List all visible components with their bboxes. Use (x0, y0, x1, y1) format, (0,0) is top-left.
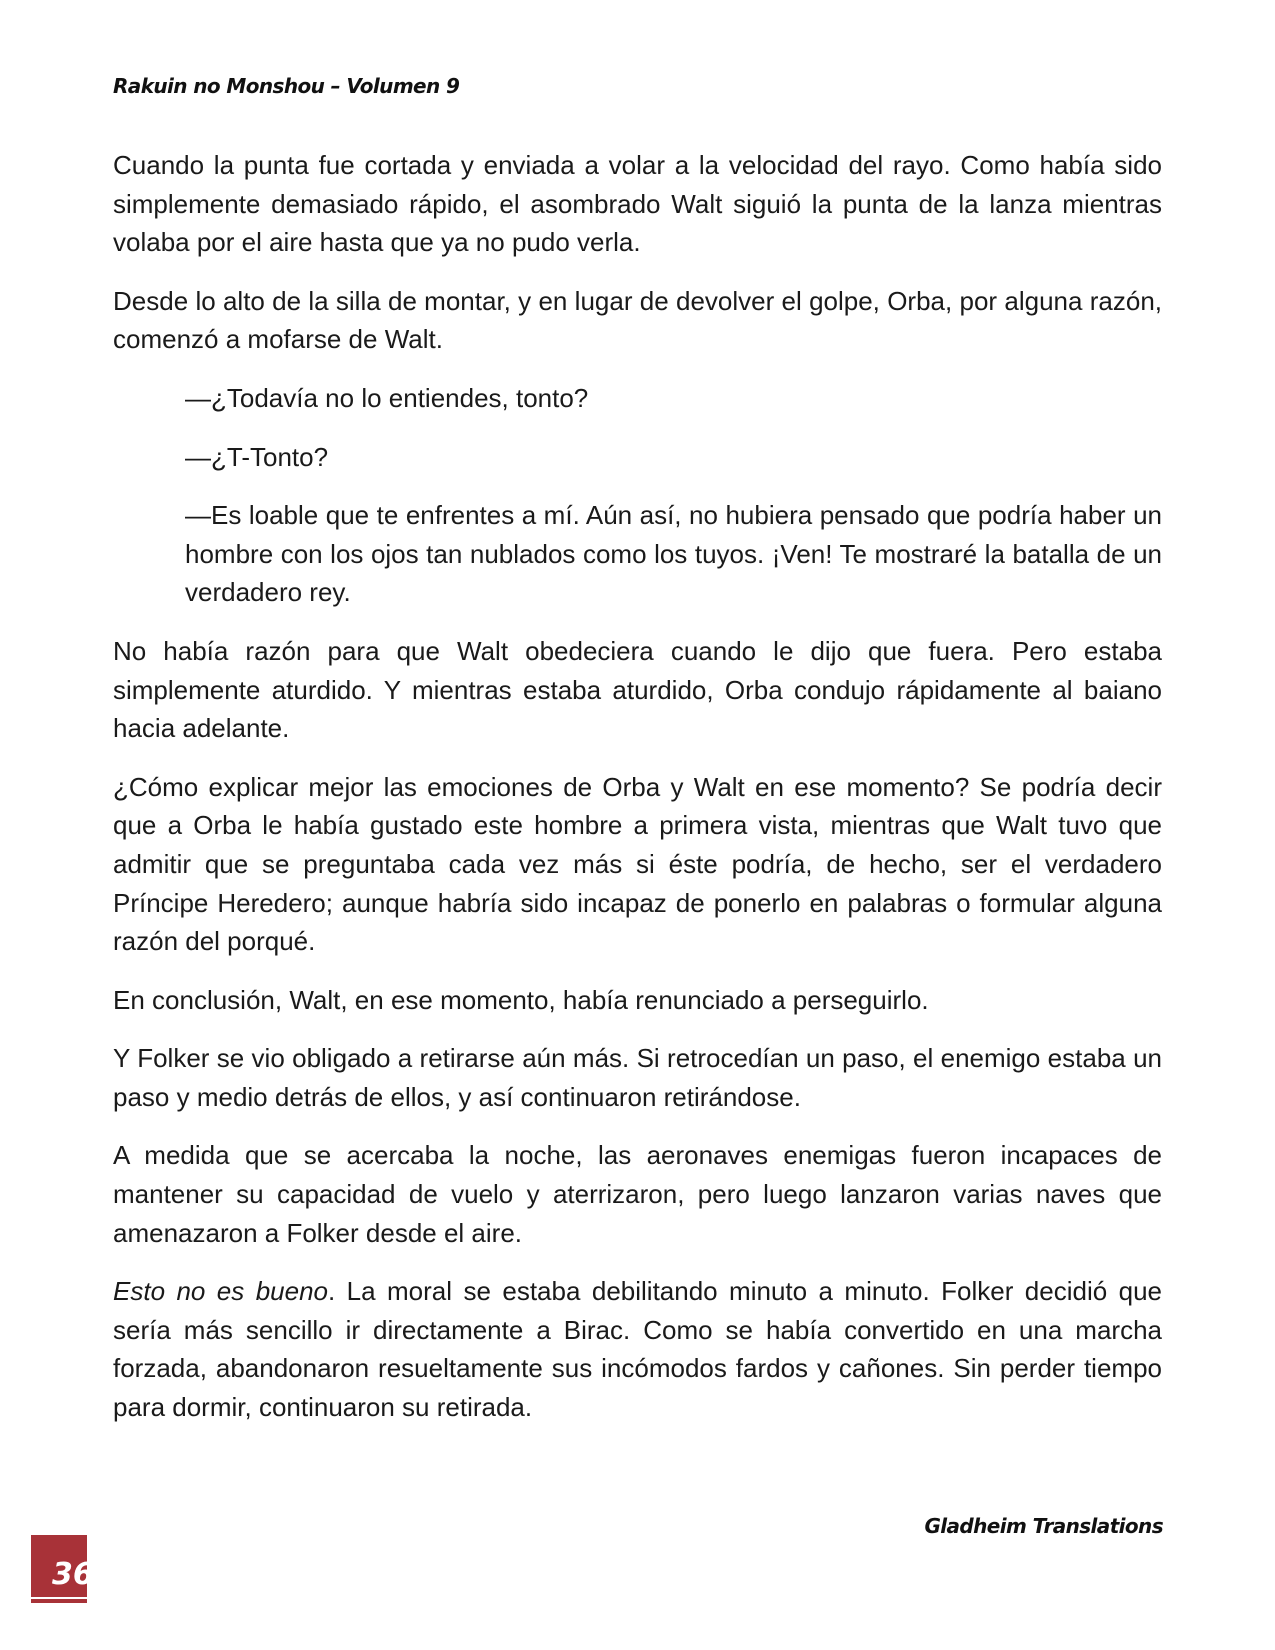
dialogue-line-3: —Es loable que te enfrentes a mí. Aún así, no hubiera pensado que podría haber un hombre con los ojos tan nublados como los tuyos. ¡Ven! Te mostraré la batalla de un verdadero rey. (185, 500, 1162, 608)
paragraph-1: Cuando la punta fue cortada y enviada a volar a la velocidad del rayo. Como había sido simplemente demasiado rápido, el asombrado Walt siguió la punta de la lanza mientras volaba por el aire hasta que ya no pudo verla. (113, 150, 1162, 258)
paragraph-6: Y Folker se vio obligado a retirarse aún más. Si retrocedían un paso, el enemigo estaba un paso y medio detrás de ellos, y así continuaron retirándose. (113, 1043, 1162, 1112)
page-number-rule (31, 1597, 87, 1599)
running-footer-credit: Gladheim Translations (924, 1514, 1163, 1538)
body-text (113, 146, 1162, 1447)
paragraph-4: ¿Cómo explicar mejor las emociones de Orba y Walt en ese momento? Se podría decir que a Orba le había gustado este hombre a primera vista, mientras que Walt tuvo que admitir que se preguntaba cada vez más si éste podría, de hecho, ser el verdadero Príncipe Heredero; aunque habría sido incapaz de ponerlo en palabras o formular alguna razón del porqué. (113, 771, 1162, 957)
paragraph-7: A medida que se acercaba la noche, las aeronaves enemigas fueron incapaces de mantener su capacidad de vuelo y aterrizaron, pero luego lanzaron varias naves que amenazaron a Folker desde el aire. (113, 1140, 1162, 1248)
paragraph-2: Desde lo alto de la silla de montar, y en lugar de devolver el golpe, Orba, por alguna razón, comenzó a mofarse de Walt. (113, 285, 1162, 355)
paragraph-3: No había razón para que Walt obedeciera cuando le dijo que fuera. Pero estaba simplemente aturdido. Y mientras estaba aturdido, Orba condujo rápidamente al baiano hacia adelante. (113, 635, 1162, 744)
paragraph-8 (113, 1272, 1162, 1426)
running-header-title: Rakuin no Monshou – Volumen 9 (113, 74, 460, 98)
paragraph-5: En conclusión, Walt, en ese momento, había renunciado a perseguirlo. (113, 984, 929, 1015)
dialogue-line-1: —¿Todavía no lo entiendes, tonto? (185, 382, 589, 413)
page-number: 36 (52, 1557, 94, 1592)
dialogue-line-2: —¿T-Tonto? (185, 441, 329, 472)
emphasized-thought: Esto no es bueno (113, 1276, 329, 1307)
paragraph-8-text: . La moral se estaba debilitando minuto a minuto. Folker decidió que sería más sencillo ir directamente a Birac. Como se había convertido en una marcha forzada, abandonaron resueltamente sus incómodos fardos y cañones. Sin perder tiempo para dormir, continuaron su retirada. (113, 1276, 1162, 1423)
